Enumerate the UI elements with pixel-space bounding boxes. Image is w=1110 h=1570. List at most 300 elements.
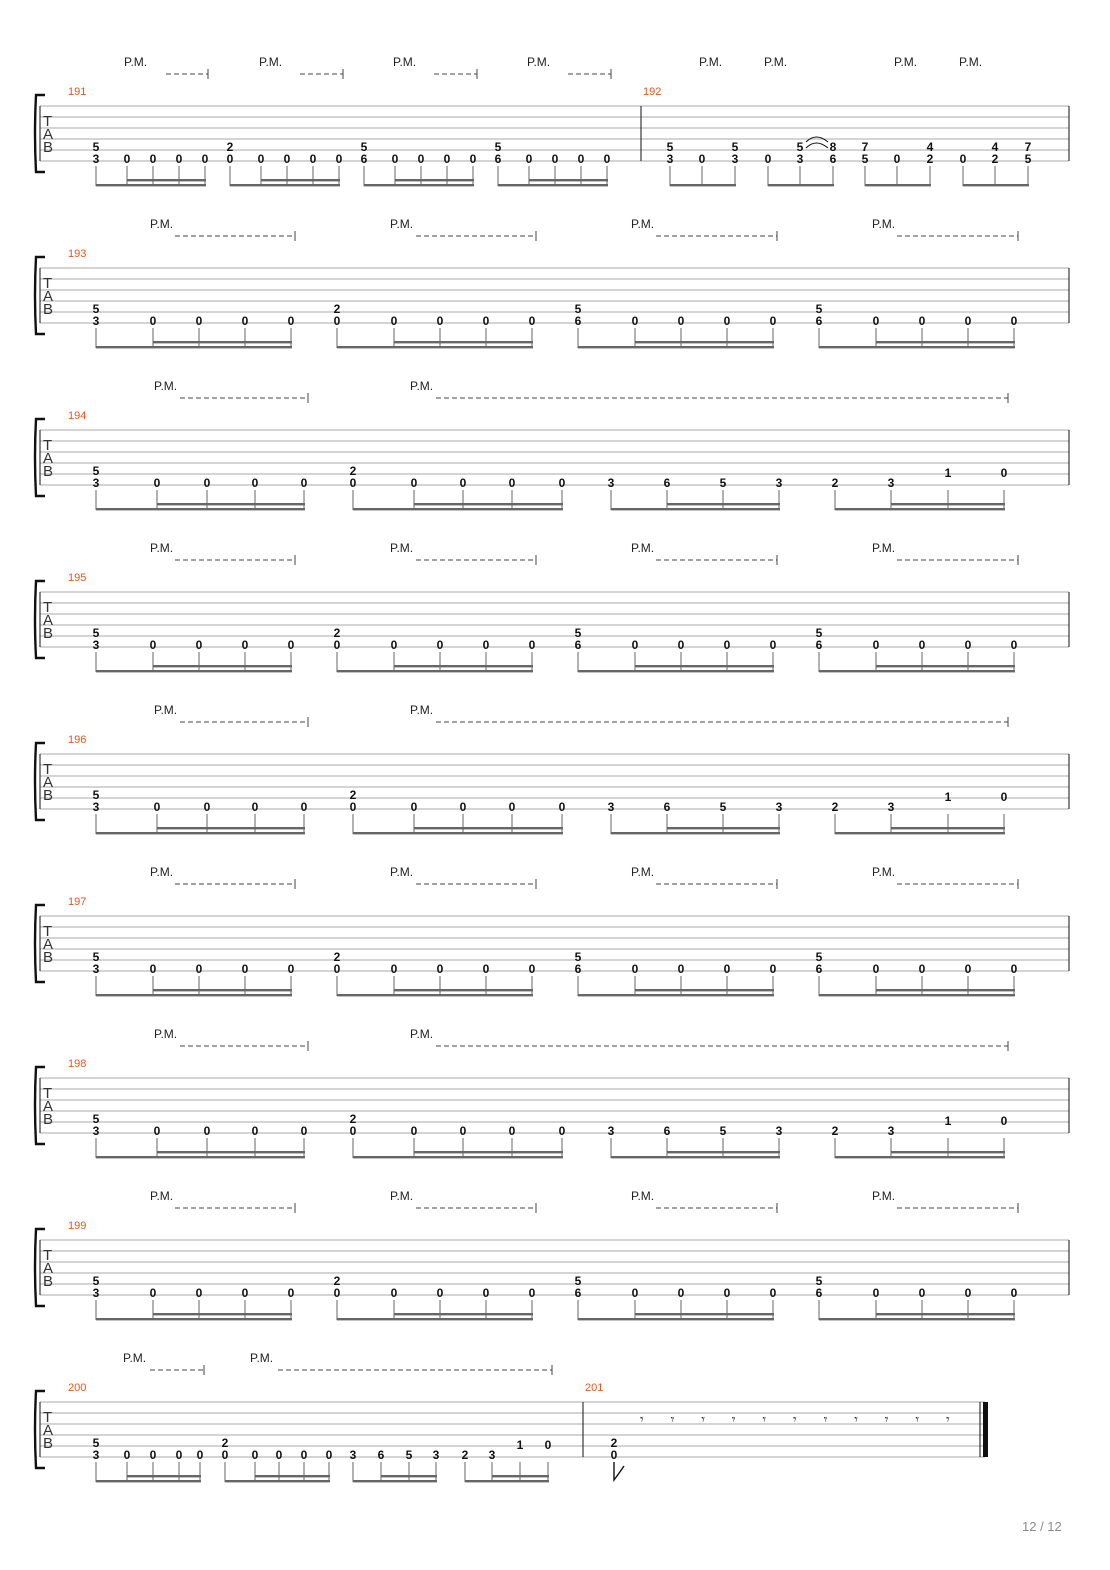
fret-number-bottom: 0 — [203, 476, 211, 490]
palm-mute-label: P.M. — [150, 541, 174, 555]
fret-number-top: 5 — [92, 950, 100, 964]
fret-number-bottom: 0 — [325, 1448, 333, 1462]
fret-number-bottom: 0 — [251, 476, 259, 490]
fret-number-bottom: 0 — [241, 962, 249, 976]
fret-number-bottom: 0 — [964, 1286, 972, 1300]
fret-number-bottom: 0 — [528, 638, 536, 652]
beam-secondary — [891, 827, 1005, 829]
beam — [578, 1318, 774, 1320]
fret-number-bottom: 0 — [723, 962, 731, 976]
fret-number-bottom: 0 — [410, 1124, 418, 1138]
fret-number-bottom: 0 — [436, 638, 444, 652]
fret-number-bottom: 0 — [275, 1448, 283, 1462]
measure-number: 194 — [68, 410, 87, 422]
fret-number-top: 5 — [815, 1274, 823, 1288]
fret-number-top: 2 — [349, 788, 357, 802]
fret-number-bottom: 0 — [482, 1286, 490, 1300]
beam — [835, 1156, 1005, 1158]
fret-number-bottom: 0 — [333, 638, 341, 652]
beam-secondary — [667, 503, 780, 505]
fret-number-bottom: 0 — [1010, 962, 1018, 976]
fret-number-bottom: 0 — [241, 314, 249, 328]
tab-clef-letter: T — [43, 437, 53, 454]
measure-number: 191 — [68, 86, 87, 98]
beam — [96, 832, 305, 834]
fret-number-bottom: 0 — [390, 314, 398, 328]
fret-number-top: 5 — [796, 140, 804, 154]
fret-number-bottom: 0 — [226, 152, 234, 166]
tab-clef-letter: A — [43, 612, 54, 629]
palm-mute-label: P.M. — [154, 1027, 178, 1041]
beam — [578, 670, 774, 672]
fret-number-bottom: 0 — [677, 1286, 685, 1300]
beam — [465, 1480, 549, 1482]
fret-number-bottom: 3 — [775, 476, 783, 490]
tab-clef-letter: T — [43, 761, 53, 778]
palm-mute-label: P.M. — [699, 55, 723, 69]
fret-number-top: 1 — [516, 1438, 524, 1452]
fret-number-bottom: 0 — [251, 1124, 259, 1138]
beam-secondary — [157, 503, 305, 505]
fret-number-top: 5 — [92, 1274, 100, 1288]
fret-number-bottom: 0 — [723, 638, 731, 652]
beam-secondary — [667, 827, 780, 829]
fret-number-bottom: 6 — [663, 800, 671, 814]
beam-secondary — [153, 341, 292, 343]
fret-number-bottom: 0 — [195, 314, 203, 328]
beam-secondary — [153, 1313, 292, 1315]
palm-mute-label: P.M. — [154, 703, 178, 717]
palm-mute-label: P.M. — [393, 55, 417, 69]
fret-number-bottom: 6 — [574, 314, 582, 328]
eighth-rest: 𝄾 — [731, 1411, 736, 1427]
beam — [337, 670, 533, 672]
fret-number-bottom: 0 — [528, 1286, 536, 1300]
fret-number-bottom: 0 — [257, 152, 265, 166]
fret-number-bottom: 3 — [92, 476, 100, 490]
fret-number-top: 0 — [1000, 466, 1008, 480]
fret-number-bottom: 5 — [719, 1124, 727, 1138]
beam-secondary — [667, 1151, 780, 1153]
beam — [337, 346, 533, 348]
fret-number-top: 2 — [333, 950, 341, 964]
fret-number-bottom: 0 — [391, 152, 399, 166]
beam — [835, 508, 1005, 510]
beam-secondary — [529, 179, 608, 181]
fret-number-bottom: 0 — [203, 1124, 211, 1138]
beam-secondary — [891, 503, 1005, 505]
tab-clef-letter: T — [43, 1409, 53, 1426]
beam — [96, 184, 206, 186]
fret-number-bottom: 2 — [831, 1124, 839, 1138]
beam-secondary — [395, 179, 474, 181]
fret-number-bottom: 6 — [815, 638, 823, 652]
fret-number-bottom: 0 — [436, 962, 444, 976]
fret-number-bottom: 6 — [663, 1124, 671, 1138]
measure-number: 199 — [68, 1220, 87, 1232]
fret-number-bottom: 0 — [893, 152, 901, 166]
fret-number-bottom: 0 — [603, 152, 611, 166]
fret-number-bottom: 0 — [469, 152, 477, 166]
fret-number-bottom: 0 — [287, 314, 295, 328]
fret-number-bottom: 0 — [764, 152, 772, 166]
beam — [353, 508, 563, 510]
beam — [353, 832, 563, 834]
fret-number-bottom: 0 — [1010, 638, 1018, 652]
fret-number-bottom: 0 — [417, 152, 425, 166]
fret-number-bottom: 3 — [488, 1448, 496, 1462]
fret-number-bottom: 5 — [405, 1448, 413, 1462]
fret-number-top: 5 — [92, 302, 100, 316]
fret-number-top: 1 — [944, 790, 952, 804]
fret-number-bottom: 0 — [175, 152, 183, 166]
beam — [337, 994, 533, 996]
fret-number-bottom: 3 — [775, 1124, 783, 1138]
beam — [337, 1318, 533, 1320]
beam — [819, 994, 1015, 996]
fret-number-top: 5 — [92, 1112, 100, 1126]
fret-number-bottom: 0 — [698, 152, 706, 166]
fret-number-top: 5 — [494, 140, 502, 154]
fret-number-bottom: 3 — [796, 152, 804, 166]
fret-number-bottom: 3 — [92, 638, 100, 652]
measure-number: 195 — [68, 572, 87, 584]
beam-secondary — [255, 1475, 330, 1477]
fret-number-top: 0 — [1000, 790, 1008, 804]
fret-number-top: 2 — [610, 1436, 618, 1450]
eighth-rest: 𝄾 — [946, 1411, 950, 1427]
fret-number-bottom: 0 — [631, 1286, 639, 1300]
tab-clef-letter: B — [43, 463, 54, 480]
fret-number-bottom: 0 — [221, 1448, 229, 1462]
palm-mute-label: P.M. — [872, 541, 896, 555]
beam — [364, 184, 474, 186]
fret-number-bottom: 3 — [607, 476, 615, 490]
measure-number: 196 — [68, 734, 87, 746]
beam-secondary — [876, 665, 1015, 667]
fret-number-bottom: 0 — [482, 314, 490, 328]
beam — [865, 184, 931, 186]
beam-secondary — [127, 179, 206, 181]
fret-number-bottom: 0 — [390, 962, 398, 976]
beam-secondary — [414, 1151, 563, 1153]
fret-number-bottom: 3 — [607, 800, 615, 814]
fret-number-bottom: 0 — [251, 800, 259, 814]
tab-clef-letter: T — [43, 923, 53, 940]
fret-number-top: 2 — [333, 302, 341, 316]
eighth-rest: 𝄾 — [640, 1411, 644, 1427]
fret-number-bottom: 6 — [377, 1448, 385, 1462]
fret-number-bottom: 0 — [123, 152, 131, 166]
fret-number-bottom: 0 — [195, 1286, 203, 1300]
palm-mute-label: P.M. — [390, 541, 414, 555]
fret-number-bottom: 0 — [300, 1124, 308, 1138]
fret-number-bottom: 0 — [300, 800, 308, 814]
palm-mute-label: P.M. — [631, 541, 655, 555]
fret-number-bottom: 0 — [959, 152, 967, 166]
fret-number-bottom: 0 — [577, 152, 585, 166]
fret-number-bottom: 6 — [574, 962, 582, 976]
fret-number-bottom: 0 — [300, 1448, 308, 1462]
fret-number-bottom: 0 — [149, 1448, 157, 1462]
fret-number-bottom: 0 — [723, 1286, 731, 1300]
fret-number-bottom: 6 — [815, 1286, 823, 1300]
fret-number-top: 5 — [815, 626, 823, 640]
palm-mute-label: P.M. — [631, 1189, 655, 1203]
palm-mute-label: P.M. — [872, 217, 896, 231]
fret-number-bottom: 3 — [92, 1448, 100, 1462]
palm-mute-label: P.M. — [390, 865, 414, 879]
beam-secondary — [394, 989, 533, 991]
palm-mute-label: P.M. — [872, 865, 896, 879]
tab-clef-letter: A — [43, 126, 54, 143]
beam — [353, 1156, 563, 1158]
fret-number-bottom: 0 — [459, 476, 467, 490]
beam — [611, 508, 780, 510]
fret-number-bottom: 6 — [829, 152, 837, 166]
fret-number-bottom: 0 — [149, 1286, 157, 1300]
tab-clef-letter: B — [43, 1111, 54, 1128]
fret-number-bottom: 0 — [436, 314, 444, 328]
fret-number-bottom: 0 — [287, 962, 295, 976]
beam — [819, 346, 1015, 348]
fret-number-top: 5 — [574, 626, 582, 640]
beam — [353, 1480, 437, 1482]
fret-number-bottom: 0 — [508, 476, 516, 490]
fret-number-bottom: 0 — [964, 638, 972, 652]
beam-secondary — [876, 1313, 1015, 1315]
fret-number-bottom: 0 — [459, 800, 467, 814]
fret-number-bottom: 0 — [175, 1448, 183, 1462]
tab-clef-letter: T — [43, 599, 53, 616]
beam — [670, 184, 736, 186]
fret-number-bottom: 0 — [508, 1124, 516, 1138]
measure-number: 192 — [643, 86, 662, 98]
eighth-rest: 𝄾 — [701, 1411, 705, 1427]
tab-system — [35, 1189, 1069, 1320]
fret-number-bottom: 3 — [92, 1124, 100, 1138]
fret-number-bottom: 0 — [333, 314, 341, 328]
fret-number-bottom: 0 — [558, 476, 566, 490]
palm-mute-label: P.M. — [150, 1189, 174, 1203]
fret-number-bottom: 0 — [631, 962, 639, 976]
tab-clef-letter: A — [43, 450, 54, 467]
fret-number-top: 0 — [544, 1438, 552, 1452]
tab-clef-letter: T — [43, 1085, 53, 1102]
fret-number-bottom: 6 — [574, 638, 582, 652]
measure-number: 201 — [585, 1382, 604, 1394]
beam — [96, 994, 292, 996]
beam — [768, 184, 834, 186]
fret-number-bottom: 0 — [769, 638, 777, 652]
fret-number-bottom: 0 — [482, 962, 490, 976]
tab-system — [35, 865, 1069, 996]
fret-number-top: 4 — [926, 140, 934, 154]
palm-mute-label: P.M. — [410, 379, 434, 393]
fret-number-top: 0 — [1000, 1114, 1008, 1128]
fret-number-top: 2 — [226, 140, 234, 154]
fret-number-bottom: 0 — [203, 800, 211, 814]
fret-number-bottom: 6 — [815, 314, 823, 328]
palm-mute-label: P.M. — [527, 55, 551, 69]
fret-number-bottom: 0 — [196, 1448, 204, 1462]
fret-number-bottom: 0 — [872, 314, 880, 328]
tab-clef-letter: A — [43, 1260, 54, 1277]
fret-number-bottom: 0 — [287, 638, 295, 652]
fret-number-top: 2 — [221, 1436, 229, 1450]
fret-number-bottom: 3 — [731, 152, 739, 166]
tab-clef-letter: B — [43, 949, 54, 966]
fret-number-bottom: 0 — [610, 1448, 618, 1462]
beam-secondary — [635, 989, 774, 991]
beam-secondary — [876, 989, 1015, 991]
fret-number-bottom: 0 — [201, 152, 209, 166]
fret-number-bottom: 0 — [964, 962, 972, 976]
beam-secondary — [492, 1475, 549, 1477]
fret-number-bottom: 6 — [815, 962, 823, 976]
fret-number-bottom: 0 — [390, 1286, 398, 1300]
fret-number-bottom: 0 — [769, 1286, 777, 1300]
fret-number-bottom: 0 — [525, 152, 533, 166]
fret-number-bottom: 0 — [918, 314, 926, 328]
fret-number-bottom: 0 — [436, 1286, 444, 1300]
tab-clef-letter: A — [43, 288, 54, 305]
beam-secondary — [635, 665, 774, 667]
fret-number-top: 5 — [666, 140, 674, 154]
fret-number-bottom: 3 — [666, 152, 674, 166]
beam — [96, 670, 292, 672]
fret-number-bottom: 0 — [149, 638, 157, 652]
tab-system — [35, 379, 1069, 510]
fret-number-top: 2 — [349, 464, 357, 478]
palm-mute-label: P.M. — [390, 1189, 414, 1203]
beam — [611, 1156, 780, 1158]
fret-number-top: 1 — [944, 466, 952, 480]
fret-number-top: 5 — [731, 140, 739, 154]
fret-number-bottom: 0 — [631, 314, 639, 328]
eighth-note-flag — [614, 1462, 624, 1480]
palm-mute-label: P.M. — [150, 865, 174, 879]
beam — [819, 670, 1015, 672]
fret-number-bottom: 0 — [349, 476, 357, 490]
fret-number-bottom: 0 — [309, 152, 317, 166]
fret-number-bottom: 0 — [872, 962, 880, 976]
fret-number-bottom: 0 — [528, 962, 536, 976]
fret-number-bottom: 0 — [149, 314, 157, 328]
tab-clef-letter: A — [43, 936, 54, 953]
tab-clef-letter: B — [43, 787, 54, 804]
tab-clef-letter: B — [43, 301, 54, 318]
tab-clef-letter: T — [43, 275, 53, 292]
fret-number-bottom: 5 — [1024, 152, 1032, 166]
fret-number-top: 5 — [92, 626, 100, 640]
fret-number-bottom: 0 — [1010, 1286, 1018, 1300]
tab-clef-letter: B — [43, 625, 54, 642]
beam — [578, 346, 774, 348]
fret-number-bottom: 2 — [461, 1448, 469, 1462]
beam-secondary — [635, 341, 774, 343]
eighth-rest: 𝄾 — [823, 1411, 828, 1427]
fret-number-bottom: 0 — [149, 962, 157, 976]
fret-number-bottom: 0 — [872, 1286, 880, 1300]
fret-number-bottom: 0 — [482, 638, 490, 652]
palm-mute-label: P.M. — [410, 1027, 434, 1041]
beam — [96, 1156, 305, 1158]
fret-number-bottom: 0 — [558, 1124, 566, 1138]
fret-number-bottom: 0 — [335, 152, 343, 166]
fret-number-bottom: 0 — [872, 638, 880, 652]
fret-number-bottom: 0 — [443, 152, 451, 166]
fret-number-bottom: 3 — [432, 1448, 440, 1462]
beam — [230, 184, 340, 186]
eighth-rest: 𝄾 — [762, 1411, 767, 1427]
beam-secondary — [157, 827, 305, 829]
fret-number-bottom: 3 — [92, 800, 100, 814]
fret-number-bottom: 0 — [251, 1448, 259, 1462]
palm-mute-label: P.M. — [894, 55, 918, 69]
beam-secondary — [157, 1151, 305, 1153]
palm-mute-label: P.M. — [410, 703, 434, 717]
fret-number-top: 2 — [333, 626, 341, 640]
palm-mute-label: P.M. — [959, 55, 983, 69]
fret-number-top: 5 — [360, 140, 368, 154]
fret-number-bottom: 0 — [1010, 314, 1018, 328]
beam — [96, 1318, 292, 1320]
tab-clef-letter: B — [43, 1435, 54, 1452]
fret-number-bottom: 6 — [574, 1286, 582, 1300]
fret-number-bottom: 3 — [92, 152, 100, 166]
fret-number-bottom: 0 — [410, 476, 418, 490]
beam-secondary — [635, 1313, 774, 1315]
beam-secondary — [153, 665, 292, 667]
tab-clef-letter: A — [43, 774, 54, 791]
palm-mute-label: P.M. — [631, 865, 655, 879]
fret-number-bottom: 0 — [508, 800, 516, 814]
beam — [835, 832, 1005, 834]
palm-mute-label: P.M. — [259, 55, 283, 69]
tab-system — [35, 217, 1069, 348]
fret-number-top: 4 — [991, 140, 999, 154]
fret-number-bottom: 0 — [918, 1286, 926, 1300]
fret-number-bottom: 3 — [775, 800, 783, 814]
tab-clef-letter: B — [43, 1273, 54, 1290]
fret-number-bottom: 0 — [631, 638, 639, 652]
tab-system — [35, 541, 1069, 672]
tab-system — [35, 703, 1069, 834]
fret-number-top: 5 — [815, 302, 823, 316]
beam-secondary — [414, 827, 563, 829]
fret-number-bottom: 0 — [349, 1124, 357, 1138]
measure-number: 200 — [68, 1382, 87, 1394]
fret-number-bottom: 0 — [349, 800, 357, 814]
fret-number-bottom: 2 — [926, 152, 934, 166]
measure-number: 198 — [68, 1058, 87, 1070]
eighth-rest: 𝄾 — [793, 1411, 797, 1427]
fret-number-bottom: 3 — [92, 314, 100, 328]
fret-number-top: 7 — [1024, 140, 1032, 154]
fret-number-bottom: 5 — [861, 152, 869, 166]
fret-number-bottom: 5 — [719, 800, 727, 814]
tab-clef-letter: T — [43, 1247, 53, 1264]
fret-number-bottom: 0 — [723, 314, 731, 328]
fret-number-bottom: 2 — [831, 800, 839, 814]
eighth-rest: 𝄾 — [915, 1411, 920, 1427]
fret-number-bottom: 0 — [769, 314, 777, 328]
beam-secondary — [394, 1313, 533, 1315]
fret-number-bottom: 6 — [360, 152, 368, 166]
fret-number-bottom: 3 — [92, 1286, 100, 1300]
eighth-rest: 𝄾 — [884, 1411, 889, 1427]
